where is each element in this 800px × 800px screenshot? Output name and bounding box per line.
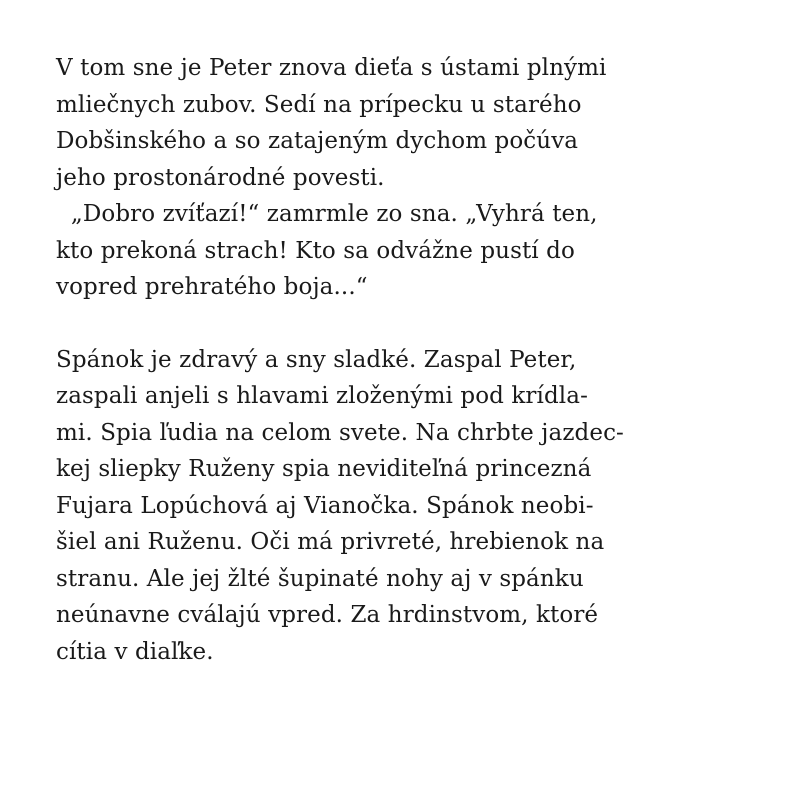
text-line: Dobšinského a so zatajeným dychom počúva [56,128,579,154]
text-line: Fujara Lopúchová aj Vianočka. Spánok neobi- [56,492,594,519]
text-line: V tom sne je Peter znova dieťa s ústami plnými [56,55,607,81]
text-line: Spánok je zdravý a sny sladké. Zaspal Peter, [56,346,577,373]
text-line: šiel ani Ruženu. Oči má privreté, hrebienok na [56,529,605,555]
text-line: kto prekoná strach! Kto sa odvážne pustí do [56,237,575,264]
text-line: stranu. Ale jej žlté šupinaté nohy aj v spánku [56,565,584,592]
paragraph-2 [56,342,756,671]
paragraph-1 [56,50,756,306]
paragraph-gap [56,306,756,342]
text-line: mi. Spia ľudia na celom svete. Na chrbte jazdec- [56,419,624,446]
text-line: cítia v diaľke. [56,638,214,665]
text-line: jeho prostonárodné povesti. [56,164,385,191]
text-line: kej sliepky Ruženy spia neviditeľná princezná [56,456,592,482]
document-page [56,50,756,670]
text-line: vopred prehratého boja...“ [56,274,368,300]
text-line: zaspali anjeli s hlavami zloženými pod krídla- [56,383,588,409]
text-line: mliečnych zubov. Sedí na prípecku u starého [56,91,582,118]
text-line: neúnavne cválajú vpred. Za hrdinstvom, ktoré [56,602,599,628]
text-line: „Dobro zvíťazí!“ zamrmle zo sna. „Vyhrá ten, [56,201,598,227]
